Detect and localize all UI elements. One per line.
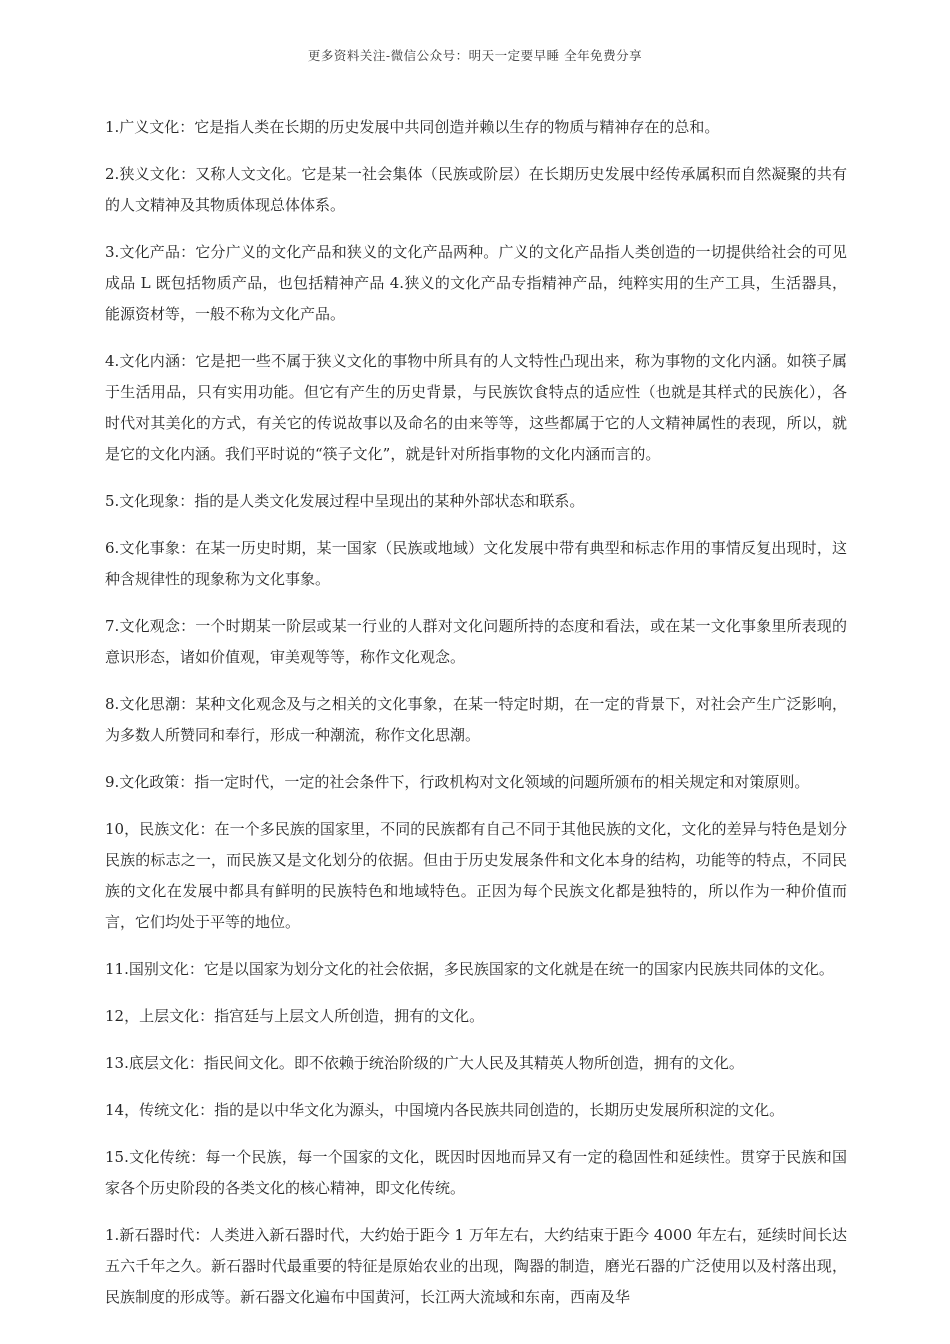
paragraph-cultural-products: 3.文化产品：它分广义的文化产品和狭义的文化产品两种。广义的文化产品指人类创造的一切提供给社会的可见成品 L 既包括物质产品，也包括精神产品 4.狭义的文化产品专指精神产品，纯粹实用的生产工具，生活器具，能源资材等，一般不称为文化产品。: [105, 243, 847, 323]
document-body: [105, 112, 847, 1329]
paragraph-cultural-events: 6.文化事象：在某一历史时期，某一国家（民族或地域）文化发展中带有典型和标志作用的事情反复出现时，这种含规律性的现象称为文化事象。: [105, 539, 847, 588]
paragraph-cultural-concepts: 7.文化观念：一个时期某一阶层或某一行业的人群对文化问题所持的态度和看法，或在某一文化事象里所表现的意识形态，诸如价值观，审美观等等，称作文化观念。: [105, 617, 847, 666]
paragraph-cultural-connotation: 4.文化内涵：它是把一些不属于狭义文化的事物中所具有的人文特性凸现出来，称为事物的文化内涵。如筷子属于生活用品，只有实用功能。但它有产生的历史背景，与民族饮食特点的适应性（也就是其样式的民族化），各时代对其美化的方式，有关它的传说故事以及命名的由来等等，这些都属于它的人文精神属性的表现，所以，就是它的文化内涵。我们平时说的“筷子文化”，就是针对所指事物的文化内涵而言的。: [105, 352, 847, 463]
page-header: 更多资料关注-微信公众号：明天一定要早睡 全年免费分享: [307, 48, 643, 63]
paragraph-national-culture: 11.国别文化：它是以国家为划分文化的社会依据，多民族国家的文化就是在统一的国家内民族共同体的文化。: [105, 960, 834, 978]
paragraph-cultural-policy: 9.文化政策：指一定时代，一定的社会条件下，行政机构对文化领域的问题所颁布的相关规定和对策原则。: [105, 773, 810, 791]
paragraph-broad-culture: 1.广义文化：它是指人类在长期的历史发展中共同创造并赖以生存的物质与精神存在的总和。: [105, 118, 720, 136]
paragraph-neolithic-age: 1.新石器时代：人类进入新石器时代，大约始于距今 1 万年左右，大约结束于距今 4000 年左右，延续时间长达五六千年之久。新石器时代最重要的特征是原始农业的出现，陶器的制造，磨光石器的广泛使用以及村落出现，民族制度的形成等。新石器文化遍布中国黄河，长江两大流域和东南，西南及华: [105, 1226, 847, 1306]
paragraph-traditional-culture: 14，传统文化：指的是以中华文化为源头，中国境内各民族共同创造的，长期历史发展所积淀的文化。: [105, 1101, 785, 1119]
paragraph-ethnic-culture: 10，民族文化：在一个多民族的国家里，不同的民族都有自己不同于其他民族的文化，文化的差异与特色是划分民族的标志之一，而民族又是文化划分的依据。但由于历史发展条件和文化本身的结构，功能等的特点，不同民族的文化在发展中都具有鲜明的民族特色和地域特色。正因为每个民族文化都是独特的，所以作为一种价值而言，它们均处于平等的地位。: [105, 820, 847, 931]
paragraph-upper-culture: 12，上层文化：指宫廷与上层文人所创造，拥有的文化。: [105, 1007, 485, 1025]
paragraph-narrow-culture: 2.狭义文化：又称人文文化。它是某一社会集体（民族或阶层）在长期历史发展中经传承属积而自然凝聚的共有的人文精神及其物质体现总体体系。: [105, 165, 847, 214]
paragraph-cultural-phenomenon: 5.文化现象：指的是人类文化发展过程中呈现出的某种外部状态和联系。: [105, 492, 585, 510]
paragraph-cultural-tradition: 15.文化传统：每一个民族，每一个国家的文化，既因时因地而异又有一定的稳固性和延续性。贯穿于民族和国家各个历史阶段的各类文化的核心精神，即文化传统。: [105, 1148, 847, 1197]
paragraph-lower-culture: 13.底层文化：指民间文化。即不依赖于统治阶级的广大人民及其精英人物所创造，拥有的文化。: [105, 1054, 744, 1072]
paragraph-cultural-trends: 8.文化思潮：某种文化观念及与之相关的文化事象，在某一特定时期，在一定的背景下，对社会产生广泛影响，为多数人所赞同和奉行，形成一种潮流，称作文化思潮。: [105, 695, 847, 744]
